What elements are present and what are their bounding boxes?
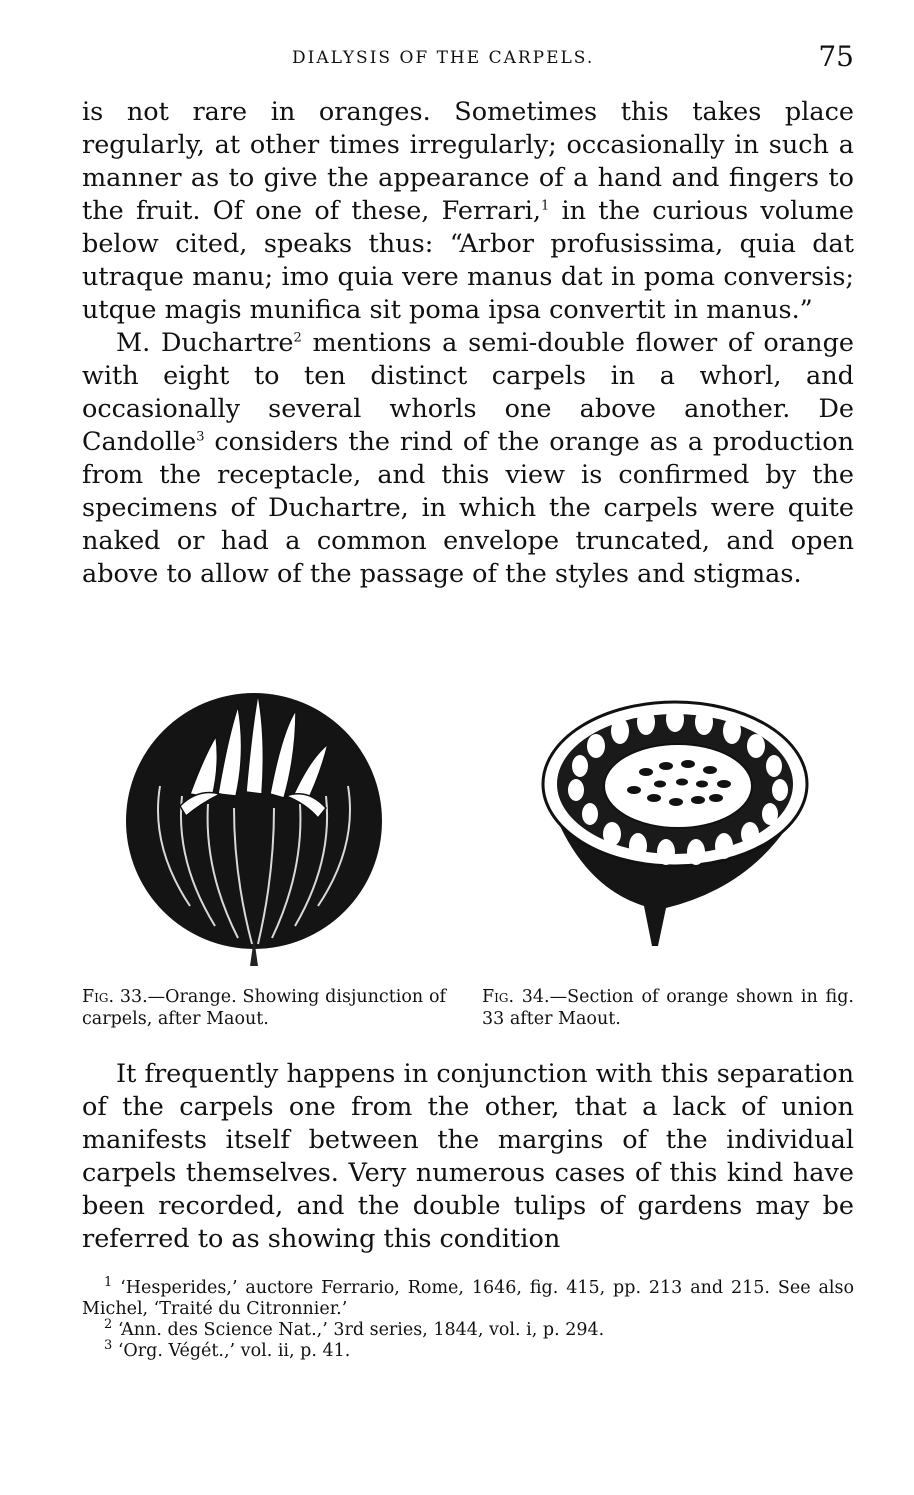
orange-section-drawing (534, 694, 816, 946)
figure-33-illustration (120, 676, 388, 966)
footnote-2: $^2$ ‘Ann. des Science Nat.,’ 3rd series, 1844, vol. i, p. 294. (104, 1317, 605, 1340)
page-header (82, 40, 854, 74)
page-number: 75 (818, 40, 854, 73)
footnote-1: $^1$ ‘Hesperides,’ auctore Ferrario, Rome, 1646, fig. 415, pp. 213 and 215. See also Michel, ‘Traité du Citronnier.’ (82, 1275, 854, 1319)
figure-34-label: Fig. 34. (482, 987, 550, 1007)
footnote-ref-1: 1 (541, 198, 550, 214)
body-text-top (82, 96, 854, 591)
figure-33-label: Fig. 33. (82, 987, 148, 1007)
figure-33-caption: Fig. 33.—Orange. Showing disjunction of carpels, after Maout. (82, 987, 446, 1029)
footnote-ref-3: 3 (196, 429, 205, 445)
paragraph-1: is not rare in oranges. Sometimes this takes place regularly, at other times irregularly; occasionally in such a manner as to give the appearance of a hand and fingers to the fruit. Of one of these, Ferrari,$^1$ in the curious volume below cited, speaks thus: “Arbor profusissima, quia dat utraque manu; imo quia vere manus dat in poma conversis; utque magis munifica sit poma ipsa convertit in manus.” (82, 97, 854, 325)
running-title: DIALYSIS OF THE CARPELS. (292, 48, 595, 68)
footnote-3: $^3$ ‘Org. Végét.,’ vol. ii, p. 41. (104, 1338, 351, 1361)
paragraph-3: It frequently happens in conjunction with this separation of the carpels one from the other, that a lack of union manifests itself between the margins of the individual carpels themselves. Very numerous cases of this kind have been recorded, and the double tulips of gardens may be referred to as showing this condition (82, 1059, 854, 1254)
body-text-bottom (82, 1058, 854, 1256)
paragraph-2: M. Duchartre$^2$ mentions a semi-double flower of orange with eight to ten distinct carpels in a whorl, and occasionally several whorls one above another. De Candolle$^3$ considers the rind of the orange as a production from the receptacle, and this view is confirmed by the specimens of Duchartre, in which the carpels were quite naked or had a common envelope truncated, and open above to allow of the passage of the styles and stigmas. (82, 328, 854, 589)
footnotes (82, 1275, 854, 1362)
figure-34-caption: Fig. 34.—Section of orange shown in fig. 33 after Maout. (482, 987, 854, 1029)
footnote-ref-2: 2 (293, 330, 302, 346)
figure-34-illustration (534, 694, 816, 946)
orange-whole-drawing (120, 676, 388, 966)
